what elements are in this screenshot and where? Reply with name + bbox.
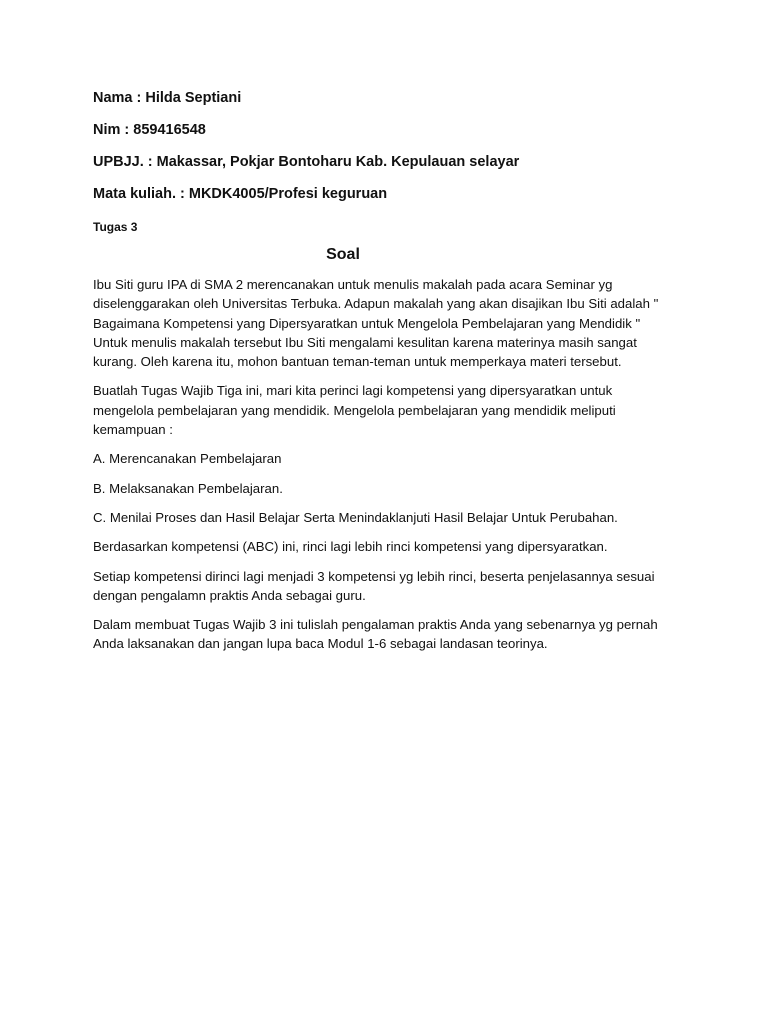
paragraph-competency: Berdasarkan kompetensi (ABC) ini, rinci lagi lebih rinci kompetensi yang dipersyaratkan. bbox=[93, 539, 608, 555]
paragraph-instruction: Buatlah Tugas Wajib Tiga ini, mari kita perinci lagi kompetensi yang dipersyaratkan untuk mengelola pembelajaran yang mendidik. Mengelola pembelajaran yang mendidik meliputi kemampuan : bbox=[93, 383, 616, 438]
list-item-a: A. Merencanakan Pembelajaran bbox=[93, 451, 282, 467]
course-name: Mata kuliah. : MKDK4005/Profesi keguruan bbox=[93, 186, 388, 202]
paragraph-intro: Ibu Siti guru IPA di SMA 2 merencanakan untuk menulis makalah pada acara Seminar yg diselenggarakan oleh Universitas Terbuka. Adapun makalah yang akan disajikan Ibu Siti adalah " Bagaimana Kompetensi yang Dipersyaratkan untuk Mengelola Pembelajaran yang Mendidik " Untuk menulis makalah tersebut Ibu Siti mengalami kesulitan karena materinya masih sangat kurang. Oleh karena itu, mohon bantuan teman-teman untuk memperkaya materi tersebut. bbox=[93, 277, 659, 370]
list-item-c: C. Menilai Proses dan Hasil Belajar Serta Menindaklanjuti Hasil Belajar Untuk Perubahan. bbox=[93, 509, 618, 525]
student-name: Nama : Hilda Septiani bbox=[93, 90, 242, 106]
question-title: Soal bbox=[326, 246, 360, 263]
paragraph-closing: Dalam membuat Tugas Wajib 3 ini tulislah pengalaman praktis Anda yang sebenarnya yg pernah Anda laksanakan dan jangan lupa baca Modul 1-6 sebagai landasan teorinya. bbox=[93, 617, 658, 652]
student-nim: Nim : 859416548 bbox=[93, 122, 206, 138]
assignment-label: Tugas 3 bbox=[93, 220, 138, 234]
list-item-b: B. Melaksanakan Pembelajaran. bbox=[93, 480, 283, 496]
student-upbjj: UPBJJ. : Makassar, Pokjar Bontoharu Kab. Kepulauan selayar bbox=[93, 154, 520, 170]
paragraph-detail: Setiap kompetensi dirinci lagi menjadi 3 kompetensi yg lebih rinci, beserta penjelasannya sesuai dengan pengalamn praktis Anda sebagai guru. bbox=[93, 568, 655, 603]
